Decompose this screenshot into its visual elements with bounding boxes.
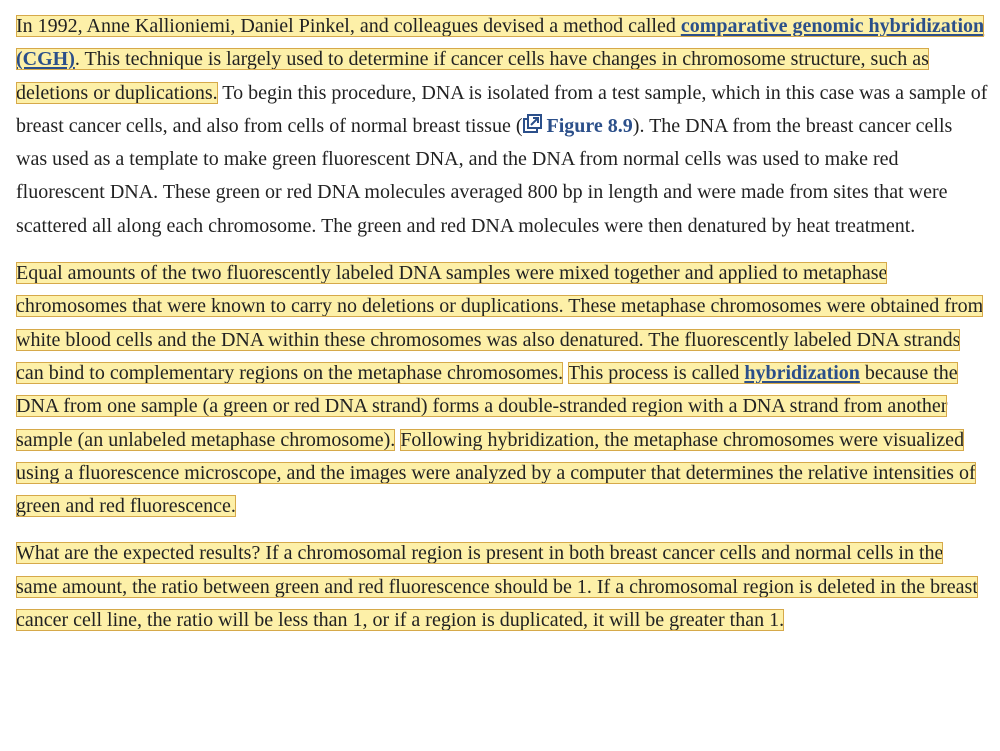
figure-8-9-link[interactable] [522, 115, 632, 137]
document-body [16, 10, 988, 651]
paragraph-cgh-intro [16, 10, 988, 243]
text-segment: This process is called [567, 361, 745, 384]
text-segment: Following hybridization, the metaphase chromosomes were visualized using a fluorescence microscope, and the images were analyzed by a computer that determines the relative intensities of green and red fluorescence. [16, 428, 976, 518]
text-segment: because the DNA from one sample (a green or red DNA strand) forms a double-stranded region with a DNA strand from another sample (an unlabeled metaphase chromosome). [16, 361, 958, 451]
text-segment: What are the expected results? If a chromosomal region is present in both breast cancer cells and normal cells in the same amount, the ratio between green and red fluorescence should be 1. If a chromosomal region is deleted in the breast cancer cell line, the ratio will be less than 1, or if a region is duplicated, it will be greater than 1. [16, 542, 978, 632]
text-segment: ). The DNA from the breast cancer cells was used as a template to make green fluorescent DNA, and the DNA from normal cells was used to make red fluorescent DNA. These green or red DNA molecules averaged 800 bp in length and were made from sites that were scattered all along each chromosome. The green and red DNA molecules were then denatured by heat treatment. [16, 114, 953, 237]
text-segment: . This technique is largely used to determine if cancer cells have changes in chromosome structure, such as deletions or duplications. [16, 48, 929, 104]
cgh-term-link[interactable]: comparative genomic hybridization (CGH) [16, 15, 985, 71]
text-segment: Equal amounts of the two fluorescently labeled DNA samples were mixed together and applied to metaphase chromosomes that were known to carry no deletions or duplications. These metaphase chromosomes were obtained from white blood cells and the DNA within these chromosomes was also denatured. The fluorescently labeled DNA strands can bind to complementary regions on the metaphase chromosomes. [16, 262, 984, 384]
highlight-expected-results[interactable] [16, 542, 978, 631]
paragraph-expected-results [16, 537, 988, 637]
hybridization-term-link[interactable]: hybridization [744, 361, 860, 384]
open-in-new-icon [522, 114, 542, 134]
figure-link-label: Figure 8.9 [546, 114, 633, 137]
text-segment: To begin this procedure, DNA is isolated from a test sample, which in this case was a sample of breast cancer cells, and also from cells of normal breast tissue ( [16, 81, 988, 137]
paragraph-hybridization [16, 257, 988, 523]
text-segment: In 1992, Anne Kallioniemi, Daniel Pinkel, and colleagues devised a method called [16, 15, 681, 37]
